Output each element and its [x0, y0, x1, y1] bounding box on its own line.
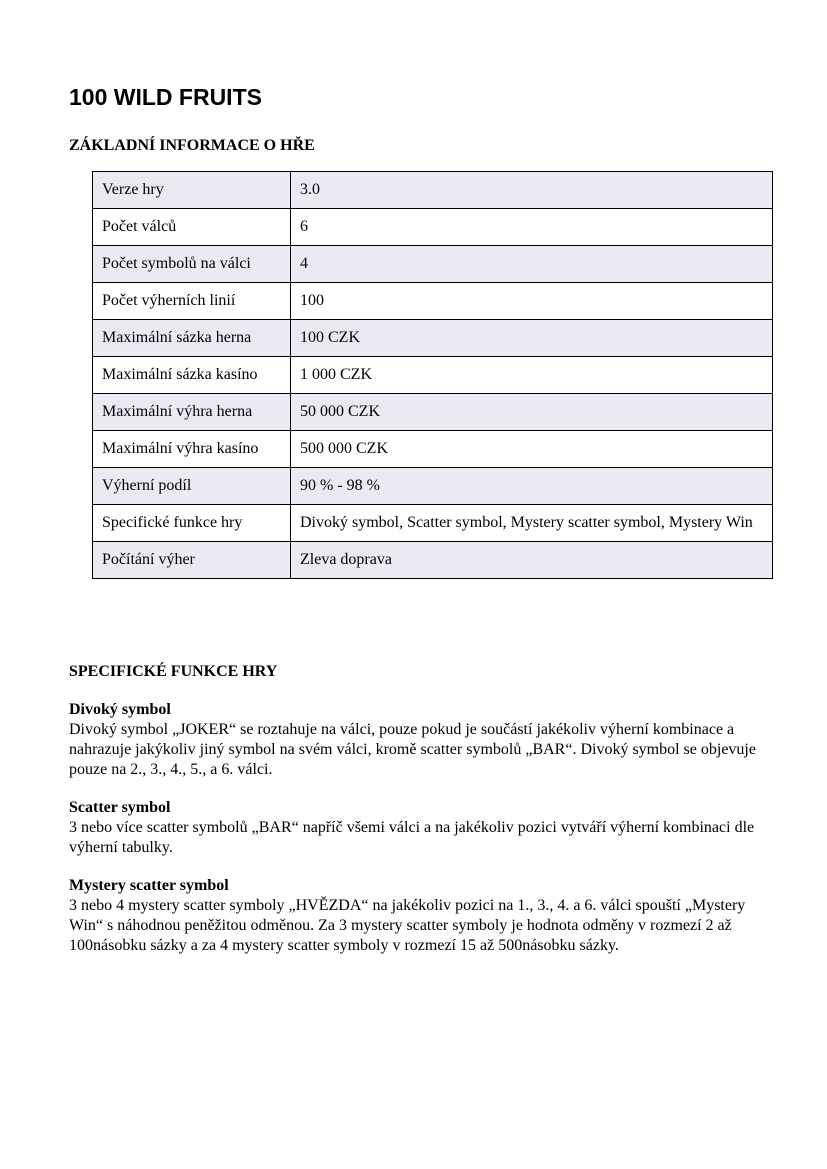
info-label-cell: Specifické funkce hry	[93, 505, 291, 542]
info-label-cell: Výherní podíl	[93, 468, 291, 505]
table-row	[93, 209, 773, 246]
subsection-body: Divoký symbol „JOKER“ se roztahuje na válci, pouze pokud je součástí jakékoliv výherní kombinace a nahrazuje jakýkoliv jiný symbol na svém válci, kromě scatter symbolů „BAR“. Divoký symbol se objevuje pouze na 2., 3., 4., 5., a 6. válci.	[69, 721, 756, 778]
info-value-cell: 100	[291, 283, 773, 320]
info-label-cell: Počet válců	[93, 209, 291, 246]
info-label-cell: Maximální výhra herna	[93, 394, 291, 431]
subsection-body: 3 nebo více scatter symbolů „BAR“ napříč všemi válci a na jakékoliv pozici vytváří výherní kombinaci dle výherní tabulky.	[69, 819, 755, 856]
info-label-cell: Maximální sázka kasíno	[93, 357, 291, 394]
info-value-cell: 500 000 CZK	[291, 431, 773, 468]
subsection-mystery-scatter-symbol	[69, 876, 770, 956]
table-row	[93, 505, 773, 542]
subsection-heading: Mystery scatter symbol	[69, 877, 229, 894]
info-label-cell: Počítání výher	[93, 542, 291, 579]
table-row	[93, 320, 773, 357]
info-value-cell: Zleva doprava	[291, 542, 773, 579]
specific-functions-heading: SPECIFICKÉ FUNKCE HRY	[69, 663, 278, 680]
subsection-body: 3 nebo 4 mystery scatter symboly „HVĚZDA“ na jakékoliv pozici na 1., 3., 4. a 6. válci spouští „Mystery Win“ s náhodnou peněžitou odměnou. Za 3 mystery scatter symboly je hodnota odměny v rozmezí 2 až 100násobku sázky a za 4 mystery scatter symboly v rozmezí 15 až 500násobku sázky.	[69, 897, 746, 954]
info-label-cell: Počet symbolů na válci	[93, 246, 291, 283]
subsection-heading: Divoký symbol	[69, 701, 171, 718]
table-row	[93, 283, 773, 320]
info-value-cell: 100 CZK	[291, 320, 773, 357]
subsection-heading: Scatter symbol	[69, 799, 171, 816]
info-value-cell: 3.0	[291, 172, 773, 209]
info-value-cell: Divoký symbol, Scatter symbol, Mystery scatter symbol, Mystery Win	[291, 505, 773, 542]
table-row	[93, 542, 773, 579]
table-row	[93, 172, 773, 209]
table-row	[93, 394, 773, 431]
info-value-cell: 90 % - 98 %	[291, 468, 773, 505]
info-value-cell: 1 000 CZK	[291, 357, 773, 394]
subsection-scatter-symbol	[69, 798, 770, 858]
table-row	[93, 468, 773, 505]
subsection-wild-symbol	[69, 700, 770, 780]
table-row	[93, 357, 773, 394]
game-info-table	[92, 171, 773, 579]
info-label-cell: Verze hry	[93, 172, 291, 209]
info-label-cell: Maximální výhra kasíno	[93, 431, 291, 468]
info-label-cell: Počet výherních linií	[93, 283, 291, 320]
basic-info-heading: ZÁKLADNÍ INFORMACE O HŘE	[69, 137, 315, 154]
info-value-cell: 50 000 CZK	[291, 394, 773, 431]
table-row	[93, 246, 773, 283]
page-title: 100 WILD FRUITS	[69, 84, 262, 110]
info-label-cell: Maximální sázka herna	[93, 320, 291, 357]
info-value-cell: 4	[291, 246, 773, 283]
info-value-cell: 6	[291, 209, 773, 246]
table-row	[93, 431, 773, 468]
